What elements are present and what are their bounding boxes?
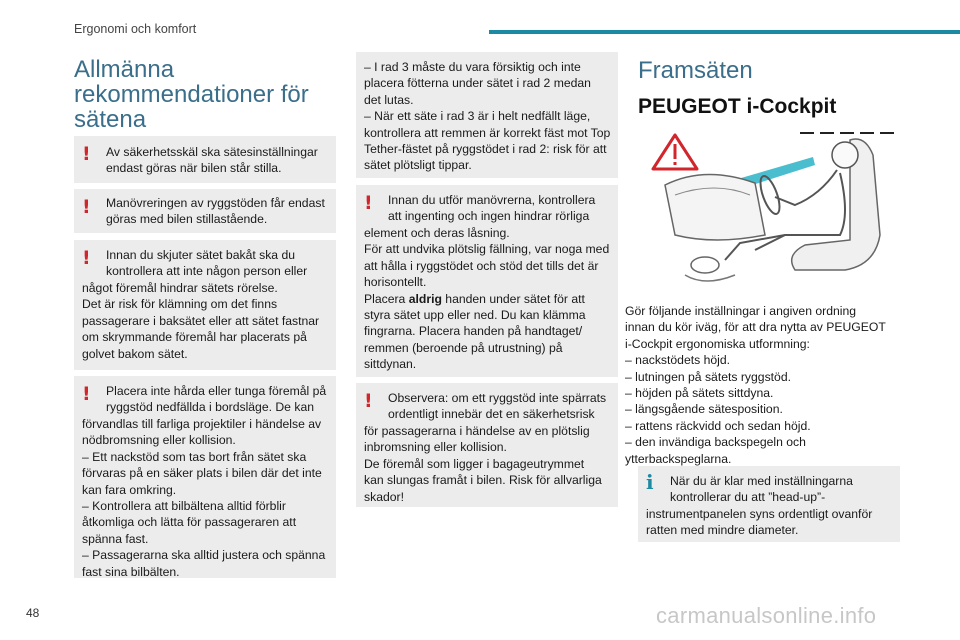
text-line: ratten med mindre diameter. [646, 523, 799, 538]
warning-icon: ! [82, 383, 91, 405]
text-line: att ingenting och ingen hindrar rörliga [388, 209, 590, 224]
text-line: De föremål som ligger i bagageutrymmet [364, 456, 585, 471]
text-line: för passagerarna i händelse av en plötslig [364, 424, 590, 438]
note-box [356, 52, 618, 178]
list-item: – höjden på sätets sittdyna. [625, 386, 774, 401]
subsection-heading: PEUGEOT i-Cockpit [638, 95, 837, 118]
warning-box [74, 376, 336, 578]
page-number: 48 [26, 606, 40, 620]
text-line: göras med bilen stillastående. [106, 212, 268, 227]
list-item: – lutningen på sätets ryggstöd. [625, 369, 791, 384]
text-line: kontrollerar du att ”head-up”- [670, 490, 826, 505]
text-line: horisontellt. [364, 275, 427, 290]
text-line: sätet plötsligt tippar. [364, 158, 472, 173]
text-line: remmen (beroende på utrustning) på [364, 340, 563, 355]
text-line: skador! [364, 489, 404, 504]
info-icon: i [646, 470, 654, 494]
text-line: Innan du utför manövrerna, kontrollera [388, 193, 596, 207]
text-line: förvaras på en säker plats i bilen där det inte [82, 466, 322, 481]
text-line: åtkomliga och lätta för passageraren att [82, 515, 297, 530]
text-line: endast göras när bilen står stilla. [106, 161, 282, 176]
text-line: spänna fast. [82, 531, 149, 546]
text-line: – Ett nackstöd som tas bort från sätet ska [82, 449, 307, 464]
text-line: något föremål hindrar sätets rörelse. [82, 281, 278, 295]
text-line: fast sina bilbälten. [82, 564, 180, 579]
list-item: – den invändiga backspegeln och [625, 435, 806, 450]
text-line: ytterbackspeglarna. [625, 451, 732, 466]
list-item: – nackstödets höjd. [625, 353, 731, 368]
text-line: När du är klar med inställningarna [670, 474, 853, 488]
warning-box [74, 240, 336, 370]
watermark-text: carmanualsonline.info [656, 603, 877, 628]
heading-line: rekommendationer för [74, 81, 309, 108]
text-line: nödbromsning eller kollision. [82, 433, 236, 448]
warning-icon: ! [82, 196, 91, 218]
text-line: kan slungas framåt i bilen. Risk för allvarliga [364, 473, 602, 488]
text-line: Innan du skjuter sätet bakåt ska du [106, 248, 296, 262]
header-accent-bar [489, 30, 960, 34]
warning-icon: ! [82, 143, 91, 165]
section-heading [74, 57, 309, 132]
text-fragment: Placera [364, 291, 409, 306]
section-heading: Framsäten [638, 57, 753, 84]
warning-box [356, 185, 618, 377]
text-line: placera fötterna under sätet i rad 2 medan [364, 76, 591, 91]
text-line: – I rad 3 måste du vara försiktig och inte [364, 60, 581, 74]
header-section-title: Ergonomi och komfort [74, 22, 197, 36]
warning-box [74, 189, 336, 233]
driver-head [832, 142, 858, 168]
heading-line: sätena [74, 106, 147, 133]
text-line: ordentligt innebär det en säkerhetsrisk [388, 407, 595, 422]
text-line: inbromsning eller kollision. [364, 440, 507, 455]
text-line: Det är risk för klämning om det finns [82, 297, 278, 312]
warning-icon: ! [364, 192, 373, 214]
text-line: instrumentpanelen syns ordentligt ovanför [646, 507, 873, 521]
text-line: sittdynan. [364, 357, 417, 372]
emphasis-text: aldrig [408, 291, 442, 306]
instructions-paragraph [625, 303, 886, 467]
text-line: Observera: om ett ryggstöd inte spärrats [388, 391, 607, 405]
text-line: styra sätet upp eller ned. Du kan klämma [364, 308, 586, 323]
text-line: – Passagerarna ska alltid justera och spänna [82, 548, 326, 563]
text-line: passagerare i baksätet eller att sätet fastnar [82, 313, 320, 328]
warning-icon: ! [82, 247, 91, 269]
text-line: förvandlas till farliga projektiler i händelse av [82, 417, 322, 431]
text-line: Placera inte hårda eller tunga föremål på [106, 384, 327, 398]
text-line: att hålla i ryggstödet och stöd det tills det är [364, 258, 599, 273]
warning-icon: ! [364, 390, 373, 412]
text-line: golvet bakom sätet. [82, 346, 188, 361]
text-line: kontrollera att remmen är korrekt fäst mot Top [364, 125, 611, 140]
text-line: – Kontrollera att bilbältena alltid förblir [82, 499, 286, 514]
list-item: – längsgående sätesposition. [625, 402, 783, 417]
info-box [638, 466, 900, 542]
text-line: Gör följande inställningar i angiven ordning [625, 304, 857, 318]
text-line: – När ett säte i rad 3 är i helt nedfällt läge, [364, 109, 591, 124]
heading-line: Allmänna [74, 56, 175, 83]
text-line: ryggstöd nedfällda i bordsläge. De kan [106, 400, 314, 415]
warning-box [74, 136, 336, 183]
text-line: kan fara omkring. [82, 482, 177, 497]
list-item: – rattens räckvidd och sedan höjd. [625, 418, 811, 433]
text-fragment: handen under sätet för att [441, 291, 585, 306]
warning-box [356, 383, 618, 507]
text-line: om skrymmande föremål har placerats på [82, 330, 307, 345]
text-line: Tether-fästet på ryggstödet i rad 2: risk för att [364, 142, 607, 157]
text-line: element och deras låsning. [364, 226, 510, 240]
text-line: kontrollera att inte någon person eller [106, 264, 308, 279]
text-line: det lutas. [364, 92, 414, 107]
text-line: För att undvika plötslig fällning, var noga med [364, 242, 610, 257]
text-line: innan du kör iväg, för att dra nytta av PEUGEOT [625, 320, 886, 335]
driver-seat-illustration [645, 125, 900, 293]
text-line: Av säkerhetsskäl ska sätesinställningar [106, 145, 318, 159]
text-line: Manövreringen av ryggstöden får endast [106, 196, 325, 210]
text-line [364, 291, 609, 307]
text-line: i-Cockpit ergonomiska utformning: [625, 336, 810, 351]
text-line: fingrarna. Placera handen på handtaget/ [364, 324, 583, 339]
